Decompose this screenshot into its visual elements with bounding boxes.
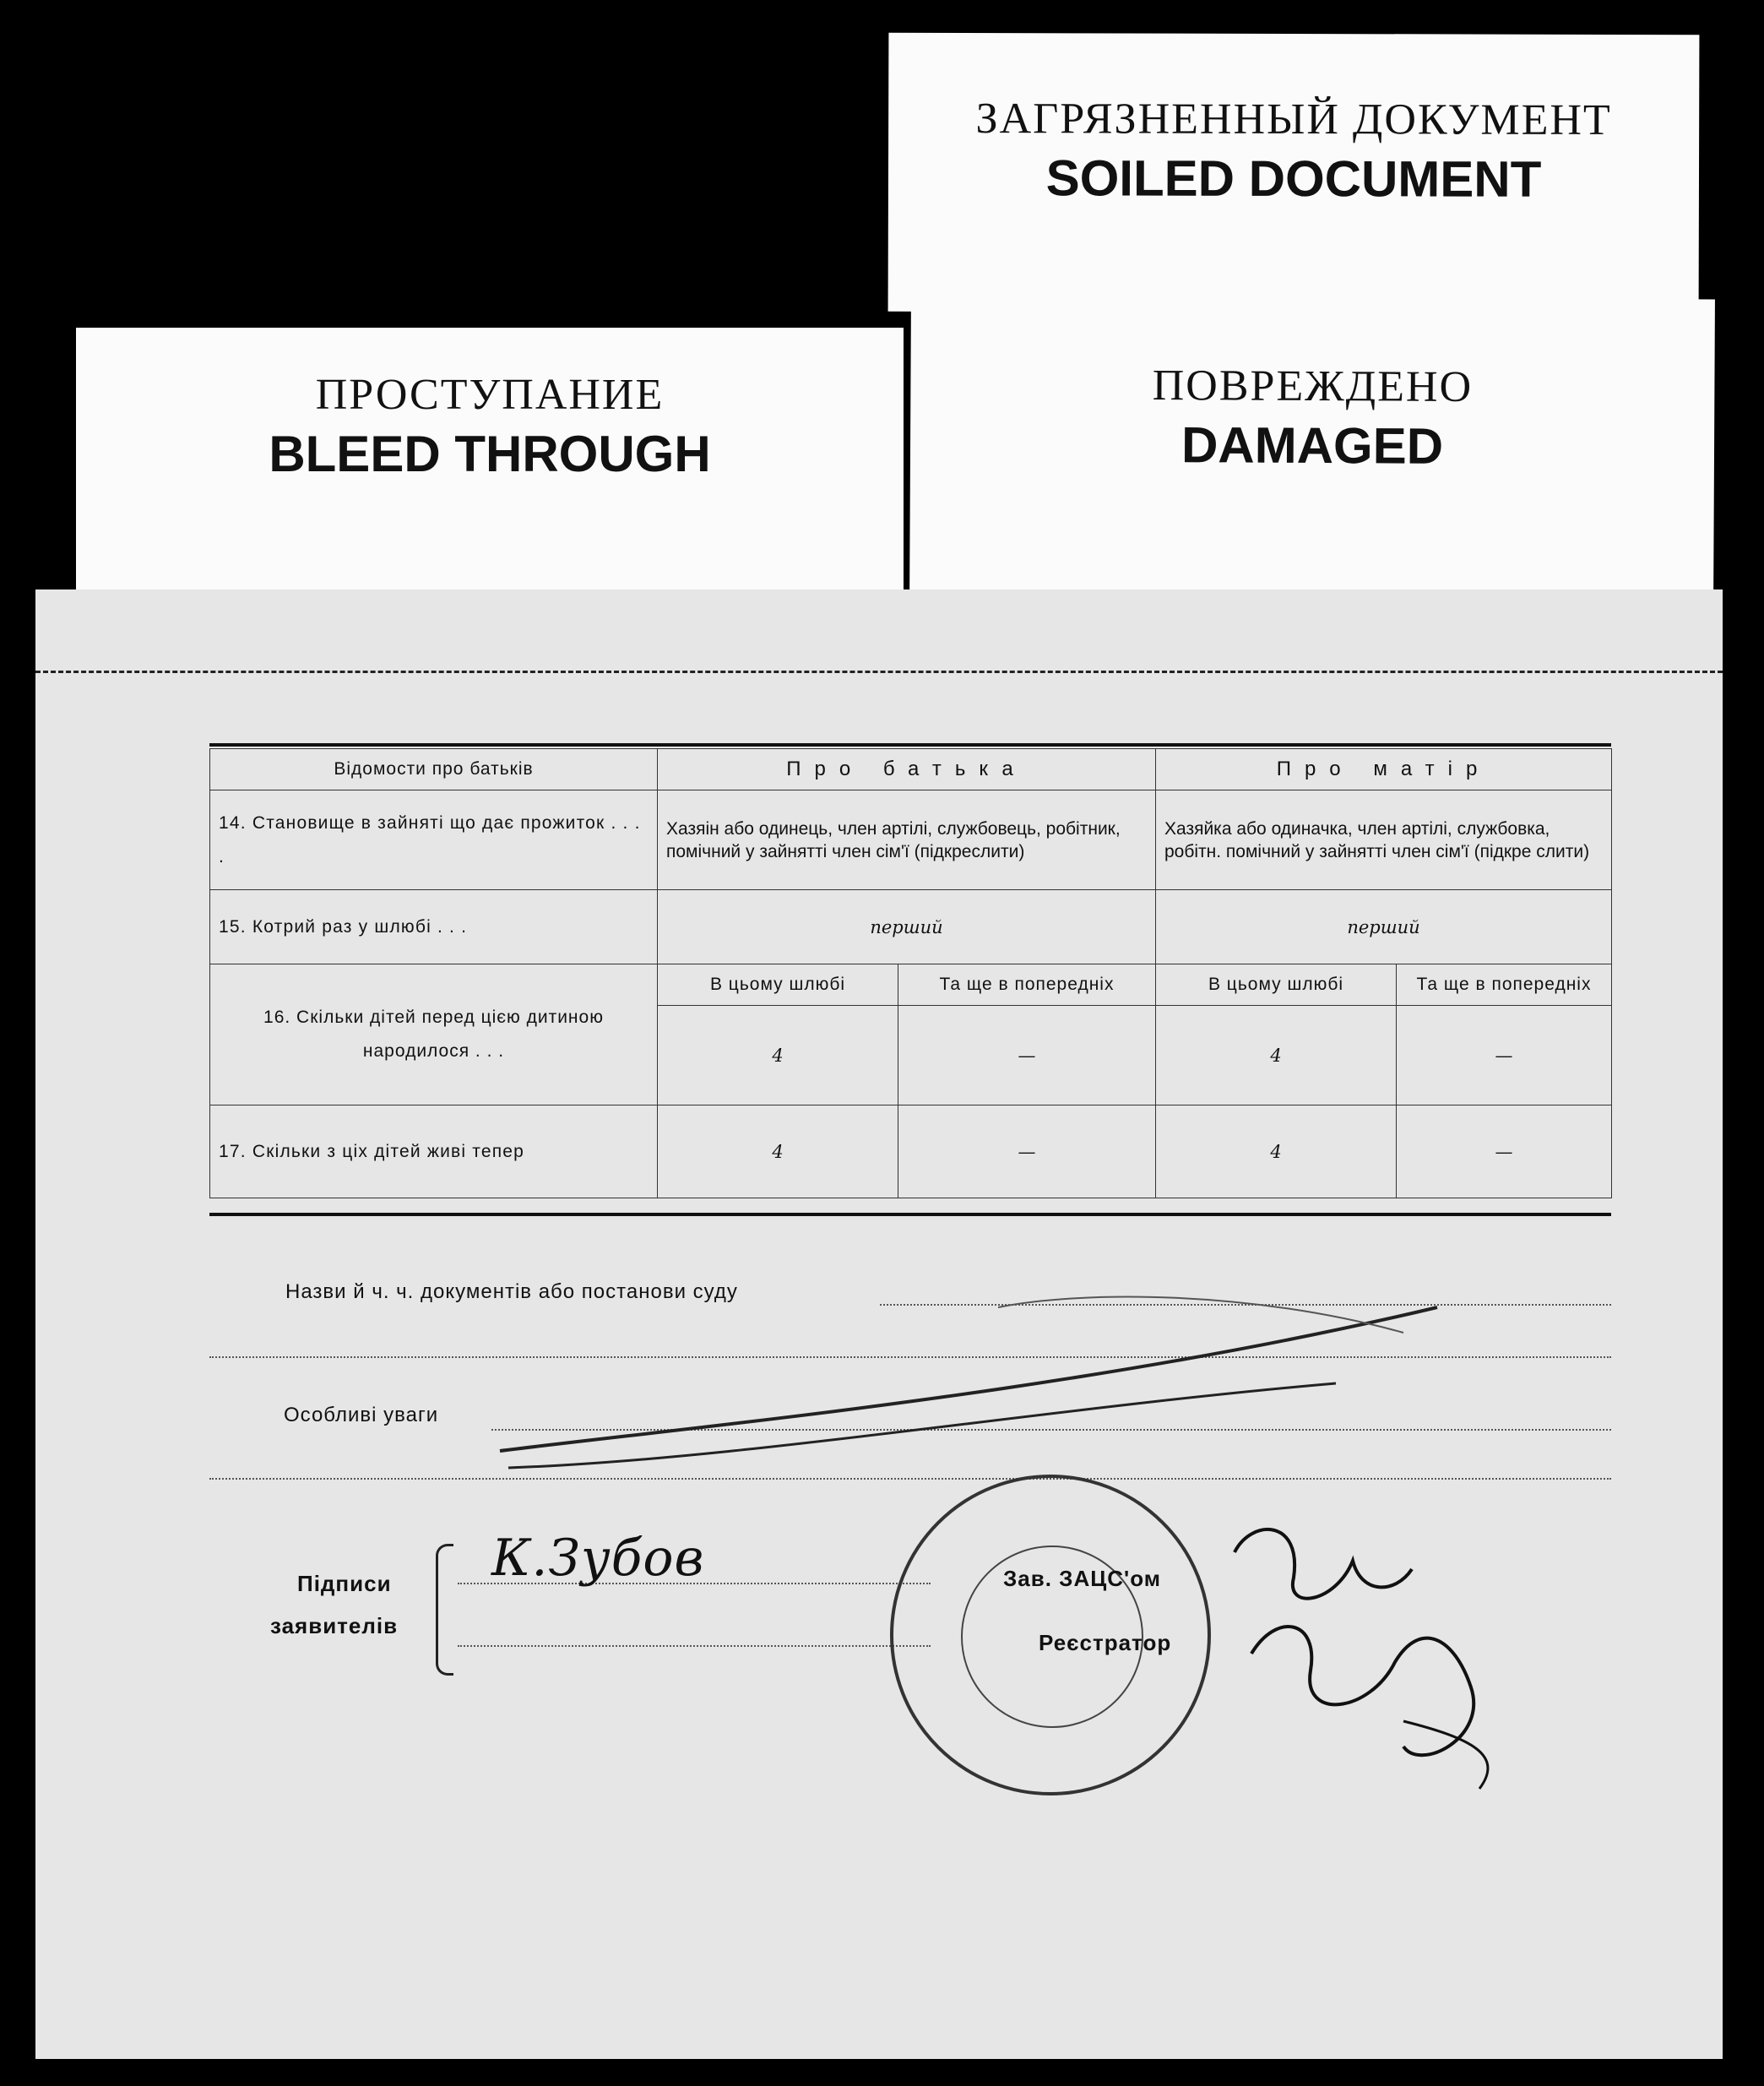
q15-mother-answer: перший (1156, 890, 1612, 964)
q17-father-prev: — (898, 1105, 1156, 1198)
applicants-brace (436, 1544, 453, 1676)
applicant-signature: К.Зубов (491, 1529, 705, 1588)
bleed-ru-label: ПРОСТУПАНИЕ (315, 371, 665, 419)
header-parents: Відомости про батьків (210, 749, 658, 790)
q16-father-prev: — (898, 1006, 1156, 1105)
subhead-father-prev: Та ще в попередніх (898, 964, 1156, 1006)
q16-label: 16. Скільки дітей перед цією дитиною народилося . . . (210, 964, 658, 1105)
table-bottom-rule (209, 1213, 1611, 1216)
parents-info-table (209, 748, 1612, 1198)
soiled-ru-label: ЗАГРЯЗНЕННЫЙ ДОКУМЕНТ (975, 95, 1612, 144)
subhead-father-this: В цьому шлюбі (658, 964, 898, 1006)
registrar-label: Реєстратор (1039, 1630, 1172, 1655)
soiled-en-label: SOILED DOCUMENT (1045, 149, 1542, 208)
q17-mother-prev: — (1397, 1105, 1612, 1198)
subhead-mother-prev: Та ще в попередніх (1397, 964, 1612, 1006)
documents-label: Назви й ч. ч. документів або постанови суду (285, 1280, 738, 1303)
applicants-label-2: заявителів (270, 1613, 399, 1638)
q17-label: 17. Скільки з ціх дітей живі тепер (210, 1105, 658, 1198)
q14-label: 14. Становище в зайняті що дає прожиток . . . . (210, 790, 658, 890)
bleed-through-card (76, 328, 904, 606)
strike-through-mark (491, 1257, 1488, 1510)
soiled-document-card (888, 33, 1700, 314)
header-mother: Про матір (1156, 749, 1612, 790)
official-signatures (1201, 1502, 1555, 1806)
remarks-label: Особливі уваги (284, 1404, 439, 1426)
registry-form-page (35, 589, 1723, 2059)
q14-mother-options: Хазяйка або одиначка, член артілі, службовка, робітн. помічний у зайнятті член сім'ї (підкре слити) (1156, 790, 1612, 890)
q16-mother-prev: — (1397, 1006, 1612, 1105)
table-top-rule (209, 743, 1611, 747)
header-father: Про батька (658, 749, 1156, 790)
q17-mother-this: 4 (1156, 1105, 1397, 1198)
damaged-en-label: DAMAGED (1181, 416, 1444, 475)
q15-father-answer: перший (658, 890, 1156, 964)
q15-label: 15. Котрий раз у шлюбі . . . (210, 890, 658, 964)
applicants-label-1: Підписи (297, 1571, 392, 1596)
q17-father-this: 4 (658, 1105, 898, 1198)
damaged-ru-label: ПОВРЕЖДЕНО (1152, 361, 1474, 411)
damaged-card (909, 296, 1715, 611)
head-of-office-label: Зав. ЗАЦС'ом (1003, 1566, 1161, 1591)
applicant-sign-line-2 (458, 1645, 931, 1647)
q16-mother-this: 4 (1156, 1006, 1397, 1105)
q16-father-this: 4 (658, 1006, 898, 1105)
perforation-line (35, 671, 1723, 673)
bleed-en-label: BLEED THROUGH (269, 426, 711, 482)
subhead-mother-this: В цьому шлюбі (1156, 964, 1397, 1006)
q14-father-options: Хазяін або одинець, член артілі, службовець, робітник, помічний у зайнятті член сім'ї (підкреслити) (658, 790, 1156, 890)
